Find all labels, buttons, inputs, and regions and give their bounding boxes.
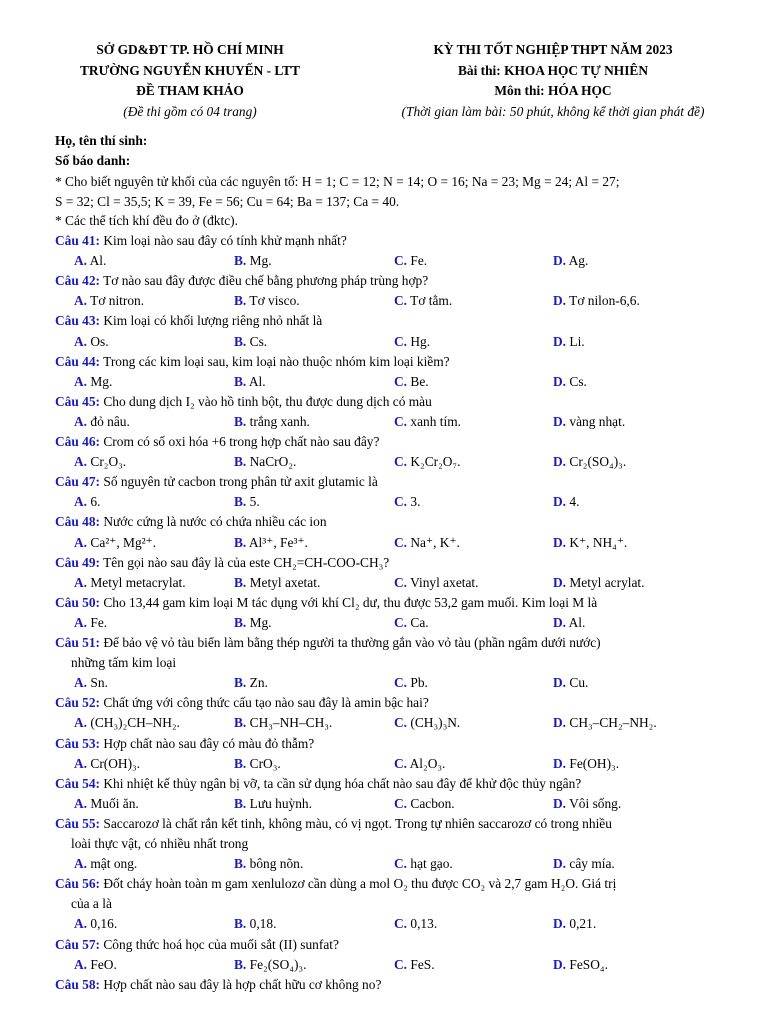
answer-letter: A. bbox=[74, 333, 88, 349]
answer-option[interactable] bbox=[234, 756, 281, 772]
answer-letter: B. bbox=[234, 614, 247, 630]
answer-letter: D. bbox=[553, 574, 567, 590]
atomic-mass-note-cont: S = 32; Cl = 35,5; K = 39, Fe = 56; Cu = 64; Ba = 137; Ca = 40. bbox=[55, 194, 400, 209]
answer-text: Cs. bbox=[569, 373, 587, 389]
question-label: Câu 55: bbox=[55, 815, 101, 831]
answer-text: 0,21. bbox=[569, 916, 597, 932]
answer-letter: D. bbox=[553, 755, 567, 771]
answer-letter: A. bbox=[74, 856, 88, 872]
question-stem: Kim loại có khối lượng riêng nhỏ nhất là bbox=[103, 313, 323, 329]
answer-letter: B. bbox=[234, 494, 247, 510]
answer-text: 0,13. bbox=[410, 916, 438, 932]
answer-letter: D. bbox=[553, 614, 567, 630]
answer-letter: B. bbox=[234, 413, 247, 429]
question-text bbox=[55, 736, 314, 752]
question-text bbox=[55, 313, 322, 329]
answer-text: cây mía. bbox=[569, 856, 615, 872]
answer-option[interactable] bbox=[553, 293, 640, 309]
answer-text: Mg. bbox=[90, 373, 113, 389]
answer-option[interactable] bbox=[553, 575, 645, 591]
answer-text: đỏ nâu. bbox=[90, 413, 130, 429]
answer-text: Al. bbox=[89, 253, 107, 269]
question-text bbox=[55, 434, 379, 450]
answer-text: Metyl metacrylat. bbox=[90, 574, 186, 590]
answer-text: (CH₃)₂CH–NH₂. bbox=[90, 715, 180, 731]
answer-letter: A. bbox=[74, 293, 88, 309]
answer-text: Metyl acrylat. bbox=[569, 574, 645, 590]
department-title: SỞ GD&ĐT TP. HỒ CHÍ MINH bbox=[96, 42, 284, 57]
answer-option[interactable] bbox=[394, 756, 445, 772]
answer-option[interactable] bbox=[553, 615, 585, 631]
answer-text: hạt gạo. bbox=[410, 856, 453, 872]
answer-text: Cr₂O₃. bbox=[90, 454, 127, 470]
answer-option[interactable] bbox=[74, 374, 112, 390]
answer-text: Vinyl axetat. bbox=[410, 574, 479, 590]
answer-option[interactable] bbox=[394, 454, 460, 470]
exam-subject-group: Bài thi: KHOA HỌC TỰ NHIÊN bbox=[457, 62, 649, 78]
answer-letter: A. bbox=[74, 675, 88, 691]
answer-letter: B. bbox=[234, 373, 247, 389]
question-label: Câu 47: bbox=[55, 474, 101, 490]
question-label: Câu 49: bbox=[55, 554, 101, 570]
answer-option[interactable] bbox=[234, 293, 300, 309]
answer-option[interactable] bbox=[394, 675, 428, 691]
answer-text: Sn. bbox=[90, 675, 108, 691]
question-label: Câu 46: bbox=[55, 434, 101, 449]
answer-text: Be. bbox=[410, 373, 429, 389]
answer-option[interactable] bbox=[234, 414, 310, 430]
answer-option[interactable] bbox=[394, 293, 452, 309]
answer-letter: C. bbox=[394, 494, 408, 510]
answer-letter: B. bbox=[234, 956, 247, 972]
answer-option[interactable] bbox=[553, 796, 621, 812]
question-stem: của a là bbox=[71, 896, 112, 912]
answer-text: Cu. bbox=[569, 675, 589, 691]
answer-option[interactable] bbox=[234, 535, 308, 551]
answer-letter: A. bbox=[74, 373, 88, 389]
answer-text: Tơ nilon-6,6. bbox=[569, 293, 640, 309]
question-text bbox=[55, 816, 612, 832]
answer-option[interactable] bbox=[74, 334, 109, 350]
answer-letter: A. bbox=[74, 454, 88, 470]
answer-letter: A. bbox=[74, 795, 88, 811]
answer-letter: A. bbox=[74, 574, 88, 590]
answer-option[interactable] bbox=[234, 957, 306, 973]
answer-letter: A. bbox=[74, 916, 88, 932]
answer-letter: C. bbox=[394, 916, 408, 932]
answer-text: Al₂O₃. bbox=[409, 755, 446, 771]
answer-letter: B. bbox=[234, 755, 247, 771]
answer-option[interactable] bbox=[74, 856, 137, 872]
answer-text: CH₃–NH–CH₃. bbox=[249, 715, 333, 731]
answer-option[interactable] bbox=[234, 334, 267, 350]
answer-option[interactable] bbox=[74, 535, 156, 551]
answer-option[interactable] bbox=[394, 374, 429, 390]
question-label: Câu 48: bbox=[55, 514, 101, 530]
answer-text: Al³⁺, Fe³⁺. bbox=[248, 534, 308, 550]
question-label: Câu 45: bbox=[55, 393, 101, 409]
answer-option[interactable] bbox=[553, 715, 657, 731]
answer-letter: C. bbox=[394, 675, 408, 691]
question-text bbox=[71, 896, 112, 912]
answer-option[interactable] bbox=[553, 535, 627, 551]
answer-option[interactable] bbox=[553, 916, 596, 932]
answer-letter: C. bbox=[394, 413, 408, 429]
answer-text: Zn. bbox=[249, 675, 268, 691]
answer-option[interactable] bbox=[394, 615, 429, 631]
question-text bbox=[55, 273, 428, 289]
answer-letter: C. bbox=[394, 373, 408, 389]
answer-option[interactable] bbox=[394, 796, 455, 812]
header-left bbox=[40, 40, 340, 122]
answer-option[interactable] bbox=[553, 675, 588, 691]
question-label: Câu 51: bbox=[55, 635, 101, 650]
answer-option[interactable] bbox=[394, 494, 420, 510]
answer-letter: C. bbox=[394, 956, 408, 972]
answer-option[interactable] bbox=[74, 575, 186, 591]
answer-text: mật ong. bbox=[90, 856, 138, 872]
question-stem: Tên gọi nào sau đây là của este CH₂=CH-COO-CH₃? bbox=[103, 554, 390, 570]
answer-text: Fe₂(SO₄)₃. bbox=[249, 956, 307, 972]
answer-text: Tơ tằm. bbox=[410, 293, 453, 309]
question-stem: Số nguyên tử cacbon trong phân tử axit glutamic là bbox=[103, 474, 378, 490]
answer-option[interactable] bbox=[234, 615, 272, 631]
answer-letter: D. bbox=[553, 413, 567, 429]
answer-option[interactable] bbox=[553, 856, 615, 872]
page-count-note: (Đề thi gồm có 04 trang) bbox=[123, 103, 257, 119]
answer-letter: C. bbox=[394, 856, 408, 872]
question-text bbox=[71, 836, 248, 852]
question-label: Câu 52: bbox=[55, 695, 101, 711]
answer-option[interactable] bbox=[394, 715, 460, 731]
answer-text: Lưu huỳnh. bbox=[249, 795, 312, 811]
answer-text: NaCrO₂. bbox=[249, 454, 297, 470]
answer-text: 4. bbox=[569, 494, 580, 510]
answer-text: K⁺, NH₄⁺. bbox=[569, 534, 628, 550]
atomic-mass-note: * Cho biết nguyên tử khối của các nguyên tố: H = 1; C = 12; N = 14; O = 16; Na = 23; Mg = 24; Al = 27; bbox=[55, 174, 620, 189]
question-text bbox=[55, 695, 429, 711]
answer-option[interactable] bbox=[394, 535, 460, 551]
answer-option[interactable] bbox=[74, 414, 130, 430]
answer-letter: A. bbox=[74, 494, 88, 510]
answer-text: Cr₂(SO₄)₃. bbox=[569, 454, 627, 470]
question-stem: Kim loại nào sau đây có tính khử mạnh nhất? bbox=[103, 233, 347, 248]
answer-letter: C. bbox=[394, 795, 408, 811]
answer-text: Metyl axetat. bbox=[249, 574, 321, 590]
answer-letter: D. bbox=[553, 494, 567, 510]
answer-text: Cacbon. bbox=[410, 795, 455, 811]
question-text bbox=[55, 595, 597, 611]
answer-letter: A. bbox=[74, 253, 88, 269]
answer-option[interactable] bbox=[74, 756, 140, 772]
answer-letter: B. bbox=[234, 675, 247, 691]
answer-option[interactable] bbox=[234, 374, 266, 390]
answer-letter: D. bbox=[553, 253, 567, 269]
answer-text: FeSO₄. bbox=[569, 956, 608, 972]
exam-type: ĐỀ THAM KHẢO bbox=[136, 83, 244, 98]
answer-text: CrO₃. bbox=[249, 755, 281, 771]
answer-option[interactable] bbox=[553, 957, 608, 973]
answer-letter: C. bbox=[394, 534, 408, 550]
question-text bbox=[55, 394, 432, 410]
answer-text: Mg. bbox=[249, 253, 272, 269]
answer-letter: B. bbox=[234, 715, 247, 731]
time-note: (Thời gian làm bài: 50 phút, không kể thời gian phát đề) bbox=[401, 103, 705, 119]
gas-volume-note: * Các thể tích khí đều đo ở (đktc). bbox=[55, 213, 238, 228]
answer-option[interactable] bbox=[74, 494, 100, 510]
answer-text: 0,16. bbox=[90, 916, 118, 932]
answer-letter: A. bbox=[74, 956, 88, 972]
answer-option[interactable] bbox=[234, 675, 268, 691]
answer-option[interactable] bbox=[74, 615, 107, 631]
answer-option[interactable] bbox=[394, 575, 479, 591]
question-label: Câu 57: bbox=[55, 936, 101, 952]
question-stem: Để bảo vệ vỏ tàu biển làm bằng thép người ta thường gắn vào vỏ tàu (phần ngâm dưới nước) bbox=[103, 635, 601, 650]
answer-letter: B. bbox=[234, 916, 247, 932]
answer-option[interactable] bbox=[394, 957, 435, 973]
answer-letter: C. bbox=[394, 715, 408, 731]
question-text bbox=[55, 937, 339, 953]
answer-option[interactable] bbox=[394, 334, 430, 350]
answer-text: vàng nhạt. bbox=[569, 413, 626, 429]
answer-text: FeO. bbox=[90, 956, 117, 972]
answer-text: 3. bbox=[410, 494, 421, 510]
answer-text: Vôi sống. bbox=[569, 795, 622, 811]
answer-text: Cs. bbox=[249, 333, 268, 349]
answer-option[interactable] bbox=[553, 374, 587, 390]
answer-text: Fe. bbox=[90, 614, 108, 630]
question-stem: Hợp chất nào sau đây là hợp chất hữu cơ không no? bbox=[103, 976, 382, 992]
question-text bbox=[55, 977, 381, 993]
question-stem: Cho 13,44 gam kim loại M tác dụng với khí Cl₂ dư, thu được 53,2 gam muối. Kim loại M là bbox=[103, 594, 598, 610]
answer-option[interactable] bbox=[234, 575, 320, 591]
question-label: Câu 41: bbox=[55, 233, 101, 248]
answer-text: (CH₃)₃N. bbox=[410, 715, 461, 731]
answer-letter: D. bbox=[553, 675, 567, 691]
answer-letter: A. bbox=[74, 534, 88, 550]
question-stem: Hợp chất nào sau đây có màu đỏ thẫm? bbox=[103, 735, 315, 751]
answer-text: 6. bbox=[90, 494, 101, 510]
answer-option[interactable] bbox=[394, 856, 453, 872]
answer-option[interactable] bbox=[553, 414, 625, 430]
answer-letter: A. bbox=[74, 614, 88, 630]
answer-text: Na⁺, K⁺. bbox=[410, 534, 460, 550]
question-label: Câu 42: bbox=[55, 273, 101, 289]
answer-letter: B. bbox=[234, 253, 247, 269]
question-stem: Tơ nào sau đây được điều chế bằng phương pháp trùng hợp? bbox=[103, 273, 429, 289]
question-label: Câu 56: bbox=[55, 876, 101, 892]
answer-letter: C. bbox=[394, 333, 408, 349]
question-label: Câu 54: bbox=[55, 775, 101, 791]
answer-letter: D. bbox=[553, 333, 567, 349]
question-label: Câu 43: bbox=[55, 313, 101, 329]
answer-text: Li. bbox=[569, 333, 585, 349]
question-stem: Khi nhiệt kế thủy ngân bị vỡ, ta cần sử dụng hóa chất nào sau đây để khử độc thủy ngân? bbox=[103, 775, 582, 791]
question-stem: Công thức hoá học của muối sắt (II) sunfat? bbox=[103, 936, 339, 952]
answer-text: Mg. bbox=[249, 614, 272, 630]
answer-text: Fe(OH)₃. bbox=[569, 755, 620, 771]
question-text bbox=[55, 776, 581, 792]
answer-text: trắng xanh. bbox=[249, 413, 310, 429]
question-stem: Saccarozơ là chất rắn kết tinh, không màu, có vị ngọt. Trong tự nhiên saccarozơ có trong nhiều bbox=[103, 815, 612, 831]
answer-letter: B. bbox=[234, 333, 247, 349]
question-label: Câu 50: bbox=[55, 594, 101, 610]
answer-option[interactable] bbox=[553, 756, 619, 772]
answer-text: Ca²⁺, Mg²⁺. bbox=[90, 534, 157, 550]
answer-option[interactable] bbox=[394, 253, 427, 269]
answer-letter: D. bbox=[553, 795, 567, 811]
answer-text: CH₃–CH₂–NH₂. bbox=[569, 715, 657, 731]
answer-letter: B. bbox=[234, 795, 247, 811]
answer-text: Pb. bbox=[410, 675, 428, 691]
answer-text: Cr(OH)₃. bbox=[90, 755, 141, 771]
answer-letter: B. bbox=[234, 293, 247, 309]
student-name-label: Họ, tên thí sinh: bbox=[55, 133, 148, 148]
answer-letter: D. bbox=[553, 534, 567, 550]
answer-option[interactable] bbox=[234, 253, 272, 269]
header-right bbox=[372, 40, 734, 122]
answer-text: 0,18. bbox=[249, 916, 277, 932]
answer-letter: B. bbox=[234, 574, 247, 590]
answer-option[interactable] bbox=[74, 675, 108, 691]
answer-text: Ca. bbox=[410, 614, 429, 630]
answer-option[interactable] bbox=[553, 454, 626, 470]
answer-option[interactable] bbox=[234, 715, 332, 731]
answer-letter: C. bbox=[394, 755, 408, 771]
answer-option[interactable] bbox=[553, 494, 579, 510]
question-stem: Chất ứng với công thức cấu tạo nào sau đây là amin bậc hai? bbox=[103, 695, 429, 711]
question-text bbox=[55, 876, 616, 892]
answer-text: Fe. bbox=[410, 253, 428, 269]
answer-text: xanh tím. bbox=[410, 413, 461, 429]
answer-text: Tơ nitron. bbox=[90, 293, 145, 309]
question-label: Câu 53: bbox=[55, 735, 101, 751]
answer-option[interactable] bbox=[234, 916, 276, 932]
question-text bbox=[71, 655, 176, 671]
exam-subject: Môn thi: HÓA HỌC bbox=[494, 83, 612, 98]
answer-option[interactable] bbox=[74, 916, 117, 932]
answer-letter: B. bbox=[234, 454, 247, 470]
answer-text: Al. bbox=[248, 373, 266, 389]
answer-letter: C. bbox=[394, 293, 408, 309]
answer-option[interactable] bbox=[553, 253, 588, 269]
answer-option[interactable] bbox=[74, 454, 126, 470]
question-label: Câu 44: bbox=[55, 353, 101, 369]
answer-option[interactable] bbox=[234, 796, 312, 812]
answer-text: Al. bbox=[568, 614, 586, 630]
answer-letter: C. bbox=[394, 574, 408, 590]
exam-title: KỲ THI TỐT NGHIỆP THPT NĂM 2023 bbox=[433, 42, 673, 57]
answer-letter: C. bbox=[394, 253, 408, 269]
answer-text: Ag. bbox=[568, 253, 589, 269]
question-stem: Trong các kim loại sau, kim loại nào thuộc nhóm kim loại kiềm? bbox=[103, 353, 450, 369]
question-text bbox=[55, 474, 378, 490]
answer-letter: D. bbox=[553, 956, 567, 972]
answer-text: bông nõn. bbox=[249, 856, 304, 872]
answer-letter: B. bbox=[234, 534, 247, 550]
answer-letter: D. bbox=[553, 373, 567, 389]
answer-letter: B. bbox=[234, 856, 247, 872]
answer-option[interactable] bbox=[74, 293, 144, 309]
question-stem: Crom có số oxi hóa +6 trong hợp chất nào sau đây? bbox=[103, 434, 380, 449]
answer-text: Hg. bbox=[410, 333, 431, 349]
question-stem: loài thực vật, có nhiều nhất trong bbox=[71, 836, 249, 851]
question-stem: Nước cứng là nước có chứa nhiều các ion bbox=[103, 514, 327, 530]
question-text bbox=[55, 555, 389, 571]
answer-text: 5. bbox=[249, 494, 260, 510]
answer-letter: C. bbox=[394, 614, 408, 630]
answer-letter: D. bbox=[553, 454, 567, 470]
answer-letter: A. bbox=[74, 715, 88, 731]
question-label: Câu 58: bbox=[55, 976, 101, 992]
question-text bbox=[55, 635, 601, 651]
answer-text: Os. bbox=[90, 333, 109, 349]
answer-option[interactable] bbox=[234, 494, 260, 510]
school-title: TRƯỜNG NGUYỄN KHUYẾN - LTT bbox=[80, 62, 300, 78]
answer-option[interactable] bbox=[394, 414, 461, 430]
answer-letter: A. bbox=[74, 755, 88, 771]
answer-option[interactable] bbox=[234, 454, 296, 470]
answer-letter: D. bbox=[553, 916, 567, 932]
answer-letter: A. bbox=[74, 413, 88, 429]
question-text bbox=[55, 354, 450, 370]
answer-option[interactable] bbox=[74, 796, 139, 812]
answer-option[interactable] bbox=[553, 334, 585, 350]
answer-option[interactable] bbox=[74, 253, 106, 269]
answer-text: Tơ visco. bbox=[249, 293, 300, 309]
answer-text: K₂Cr₂O₇. bbox=[410, 454, 461, 470]
answer-option[interactable] bbox=[394, 916, 437, 932]
answer-letter: C. bbox=[394, 454, 408, 470]
answer-text: FeS. bbox=[410, 956, 435, 972]
answer-option[interactable] bbox=[74, 957, 117, 973]
question-text bbox=[55, 233, 347, 249]
answer-option[interactable] bbox=[74, 715, 180, 731]
answer-letter: D. bbox=[553, 715, 567, 731]
question-stem: Cho dung dịch I₂ vào hồ tinh bột, thu được dung dịch có màu bbox=[103, 393, 432, 409]
answer-letter: D. bbox=[553, 293, 567, 309]
answer-text: Muối ăn. bbox=[90, 795, 139, 811]
answer-letter: D. bbox=[553, 856, 567, 872]
question-text bbox=[55, 514, 327, 530]
question-stem: Đốt cháy hoàn toàn m gam xenlulozơ cần dùng a mol O₂ thu được CO₂ và 2,7 gam H₂O. Giá trị bbox=[103, 876, 617, 892]
answer-option[interactable] bbox=[234, 856, 303, 872]
question-stem: những tấm kim loại bbox=[71, 655, 177, 671]
student-id-label: Số báo danh: bbox=[55, 153, 131, 168]
